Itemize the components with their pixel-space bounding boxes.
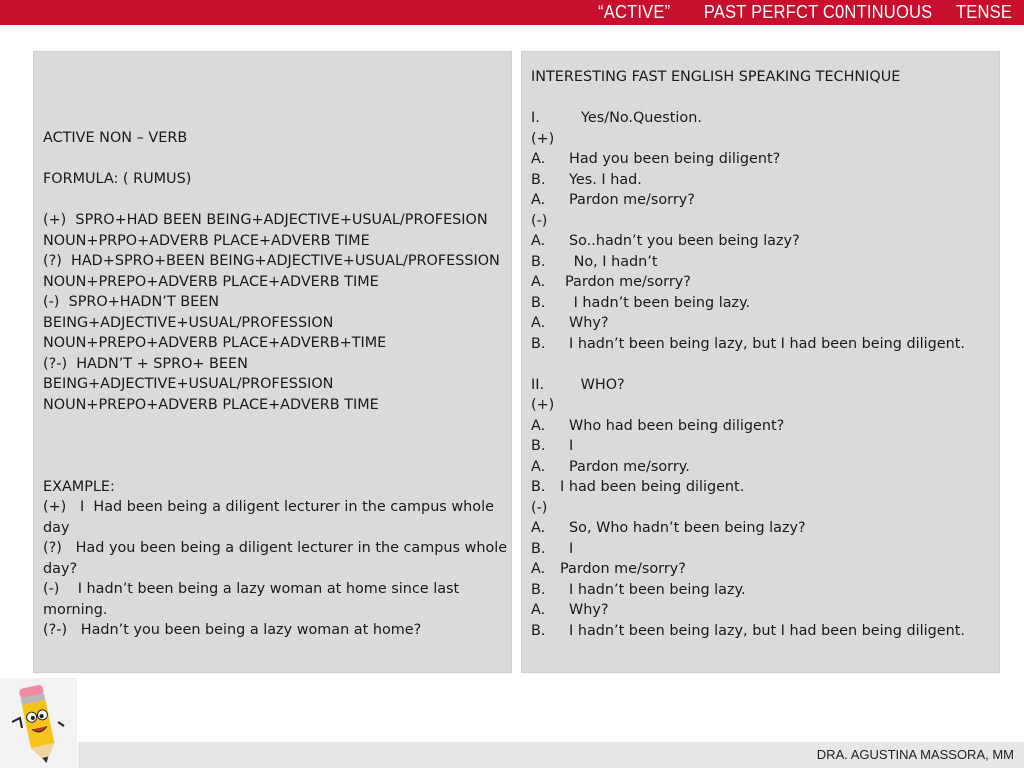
author-name: DRA. AGUSTINA MASSORA, MM <box>816 747 1014 762</box>
dialogue-text: I hadn’t been being lazy, but I had been being diligent. <box>569 622 965 639</box>
dialogue-text: I had been being diligent. <box>560 479 745 495</box>
marker-negative: (-) <box>531 499 548 516</box>
speaker-label: A. <box>531 274 546 290</box>
speaker-label: B. <box>531 581 546 598</box>
marker-positive: (+) <box>531 130 555 147</box>
dialogue-text: I hadn’t been being lazy. <box>569 581 746 598</box>
dialogue-text: No, I hadn’t <box>569 253 658 270</box>
dialogue-line <box>531 600 996 621</box>
example-negative: (-) I hadn’t been being a lazy woman at home since last morning. <box>43 581 464 618</box>
technique-title: INTERESTING FAST ENGLISH SPEAKING TECHNIQUE <box>531 69 901 85</box>
formula-positive: (+) SPRO+HAD BEEN BEING+ADJECTIVE+USUAL/PROFESION NOUN+PRPO+ADVERB PLACE+ADVERB TIME <box>43 212 493 249</box>
dialogue-block <box>531 231 996 354</box>
dialogue-line <box>531 559 996 580</box>
slide-title: “ACTIVE” PAST PERFCT C0NTINUOUS TENSE <box>597 2 1012 22</box>
dialogue-line <box>531 231 996 252</box>
example-negative-question: (?-) Hadn’t you been being a lazy woman at home? <box>43 622 422 638</box>
dialogue-text: Pardon me/sorry. <box>569 458 690 475</box>
speaker-label: A. <box>531 151 546 167</box>
dialogue-block <box>531 416 996 498</box>
speaker-label: B. <box>531 253 546 270</box>
marker-negative: (-) <box>531 212 548 229</box>
dialogue-text: I <box>569 438 574 454</box>
speaker-label: A. <box>531 192 546 208</box>
dialogue-line <box>531 313 996 334</box>
dialogue-text: Pardon me/sorry? <box>560 561 686 577</box>
dialogue-text: I hadn’t been being lazy. <box>569 294 751 311</box>
speaker-label: A. <box>531 233 546 249</box>
dialogue-text: Pardon me/sorry? <box>565 274 691 290</box>
dialogue-text: Who had been being diligent? <box>569 417 785 434</box>
dialogue-line <box>531 190 996 211</box>
speaker-label: B. <box>531 335 546 352</box>
speaker-label: B. <box>531 479 546 495</box>
formula-negative-question: (?-) HADN’T + SPRO+ BEEN BEING+ADJECTIVE+USUAL/PROFESSION NOUN+PREPO+ADVERB PLACE+ADVERB TIME <box>43 355 379 413</box>
section-heading: I. Yes/No.Question. <box>531 110 702 126</box>
marker-positive: (+) <box>531 397 555 413</box>
speaker-label: B. <box>531 622 546 639</box>
example-positive: (+) I Had been being a diligent lecturer in the campus whole day <box>43 499 499 536</box>
dialogue-text: Pardon me/sorry? <box>569 192 695 208</box>
dialogue-line <box>531 170 996 191</box>
formula-negative: (-) SPRO+HADN’T BEEN BEING+ADJECTIVE+USUAL/PROFESSION NOUN+PREPO+ADVERB PLACE+ADVERB+TIME <box>43 294 387 351</box>
example-question: (?) Had you been being a diligent lecturer in the campus whole day? <box>43 540 512 577</box>
header-bar <box>0 0 1024 25</box>
dialogue-line <box>531 436 996 457</box>
speaker-label: B. <box>531 438 546 454</box>
dialogue-line <box>531 457 996 478</box>
dialogue-line <box>531 416 996 437</box>
pencil-mascot-icon <box>0 678 77 768</box>
dialogue-text: So, Who hadn’t been being lazy? <box>569 520 806 536</box>
footer-bar <box>78 742 1024 768</box>
formula-panel <box>33 51 512 673</box>
dialogue-text: Why? <box>569 602 609 618</box>
dialogue-line <box>531 621 996 642</box>
dialogue-text: Had you been being diligent? <box>569 151 781 167</box>
speaker-label: A. <box>531 520 546 536</box>
dialogue-line <box>531 293 996 314</box>
dialogue-text: So..hadn’t you been being lazy? <box>569 233 800 249</box>
dialogue-block <box>531 518 996 641</box>
pencil-mascot-image <box>0 678 77 768</box>
dialogue-block <box>531 149 996 211</box>
dialogue-line <box>531 272 996 293</box>
dialogue-text: Why? <box>569 315 609 331</box>
speaker-label: B. <box>531 540 546 557</box>
dialogue-line <box>531 334 996 355</box>
formula-question: (?) HAD+SPRO+BEEN BEING+ADJECTIVE+USUAL/PROFESSION NOUN+PREPO+ADVERB PLACE+ADVERB TIME <box>43 253 505 290</box>
technique-panel <box>521 51 1000 673</box>
dialogue-line <box>531 149 996 170</box>
speaker-label: A. <box>531 561 546 577</box>
panel-heading: ACTIVE NON – VERB <box>43 130 188 146</box>
dialogue-text: I hadn’t been being lazy, but I had been being diligent. <box>569 335 965 352</box>
speaker-label: B. <box>531 294 546 311</box>
speaker-label: A. <box>531 315 546 331</box>
dialogue-line <box>531 539 996 560</box>
formula-label: FORMULA: ( RUMUS) <box>43 171 192 187</box>
dialogue-line <box>531 580 996 601</box>
dialogue-text: Yes. I had. <box>569 171 642 188</box>
dialogue-text: I <box>569 540 574 557</box>
dialogue-line <box>531 518 996 539</box>
example-label: EXAMPLE: <box>43 478 115 495</box>
dialogue-line <box>531 252 996 273</box>
speaker-label: A. <box>531 417 546 434</box>
speaker-label: B. <box>531 171 546 188</box>
formula-text <box>43 128 512 641</box>
technique-text <box>531 67 996 641</box>
speaker-label: A. <box>531 458 546 475</box>
dialogue-line <box>531 477 996 498</box>
section-heading: II. WHO? <box>531 376 625 393</box>
speaker-label: A. <box>531 602 546 618</box>
